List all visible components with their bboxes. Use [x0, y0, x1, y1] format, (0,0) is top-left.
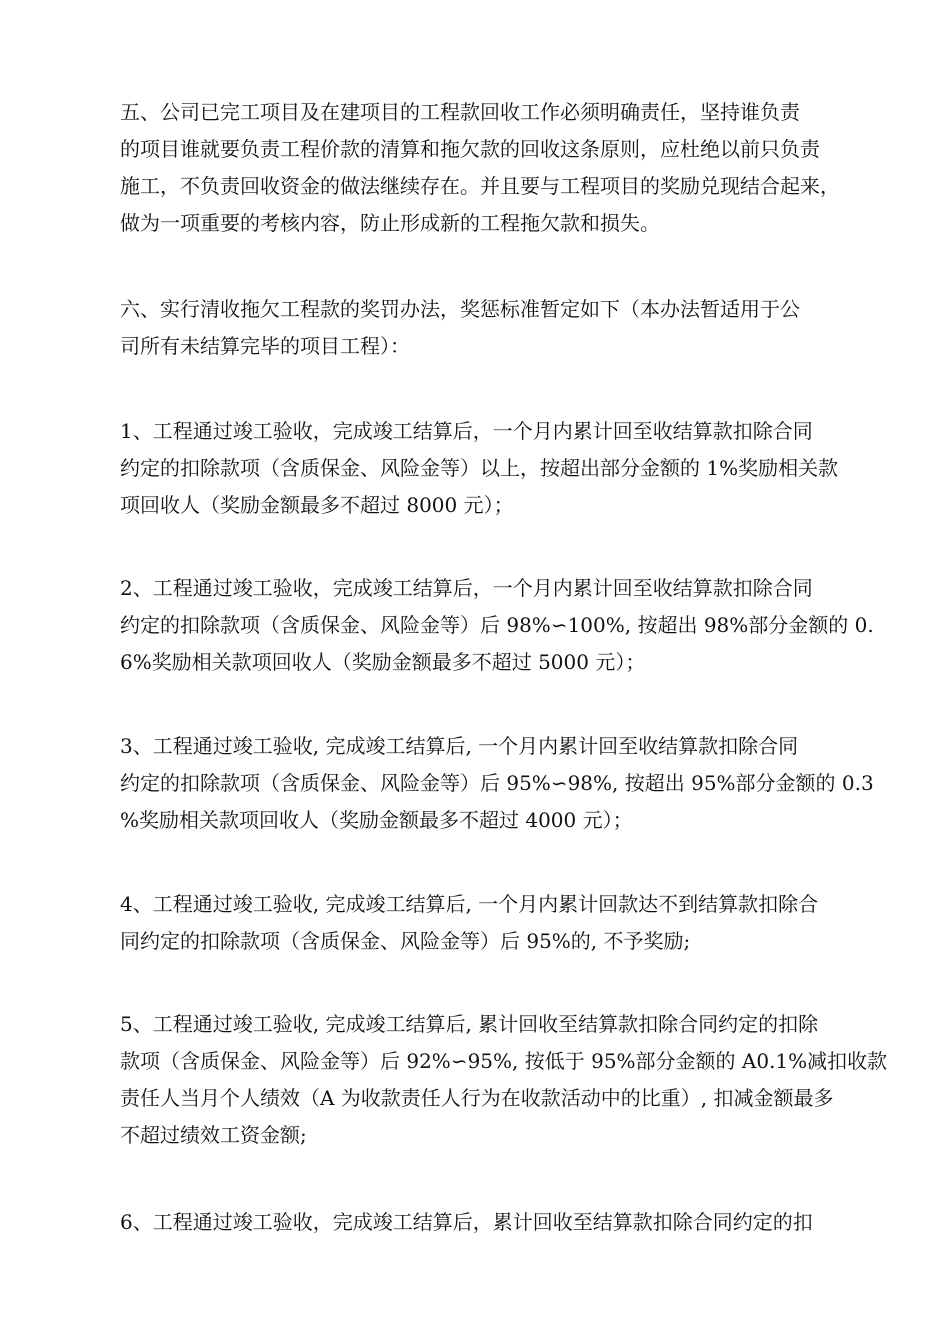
text-line: %奖励相关款项回收人（奖励金额最多不超过 4000 元）； — [120, 808, 633, 832]
text-line: 施工，不负责回收资金的做法继续存在。并且要与工程项目的奖励兑现结合起来， — [120, 174, 840, 198]
text-line: 5、工程通过竣工验收, 完成竣工结算后, 累计回收至结算款扣除合同约定的扣除 — [120, 1012, 819, 1036]
text-line: 款项（含质保金、风险金等）后 92%∽95%, 按低于 95%部分金额的 A0.1%减扣收款 — [120, 1049, 888, 1073]
paragraph-5-responsibility — [120, 94, 840, 242]
text-line: 约定的扣除款项（含质保金、风险金等）后 95%∽98%, 按超出 95%部分金额的 0.3 — [120, 771, 874, 795]
text-line: 责任人当月个人绩效（A 为收款责任人行为在收款活动中的比重）, 扣减金额最多 — [120, 1086, 834, 1110]
paragraph-6-reward-policy — [120, 291, 840, 365]
text-line: 的项目谁就要负责工程价款的清算和拖欠款的回收这条原则，应杜绝以前只负责 — [120, 137, 820, 161]
text-line: 不超过绩效工资金额; — [120, 1123, 307, 1147]
text-line: 司所有未结算完毕的项目工程）： — [120, 334, 410, 358]
text-line: 约定的扣除款项（含质保金、风险金等）后 98%∽100%, 按超出 98%部分金额的 0. — [120, 613, 874, 637]
text-line: 做为一项重要的考核内容，防止形成新的工程拖欠款和损失。 — [120, 211, 660, 235]
clause-2 — [120, 570, 874, 681]
clause-6 — [120, 1204, 840, 1241]
text-line: 五、公司已完工项目及在建项目的工程款回收工作必须明确责任，坚持谁负责 — [120, 100, 800, 124]
text-line: 1、工程通过竣工验收，完成竣工结算后，一个月内累计回至收结算款扣除合同 — [120, 419, 813, 443]
text-line: 6%奖励相关款项回收人（奖励金额最多不超过 5000 元）； — [120, 650, 646, 674]
clause-3 — [120, 728, 874, 839]
clause-5 — [120, 1006, 888, 1154]
text-line: 六、实行清收拖欠工程款的奖罚办法，奖惩标准暂定如下（本办法暂适用于公 — [120, 297, 800, 321]
text-line: 2、工程通过竣工验收，完成竣工结算后，一个月内累计回至收结算款扣除合同 — [120, 576, 813, 600]
text-line: 项回收人（奖励金额最多不超过 8000 元）； — [120, 493, 514, 517]
text-line: 6、工程通过竣工验收，完成竣工结算后，累计回收至结算款扣除合同约定的扣 — [120, 1210, 813, 1234]
text-line: 3、工程通过竣工验收, 完成竣工结算后, 一个月内累计回至收结算款扣除合同 — [120, 734, 799, 758]
text-line: 4、工程通过竣工验收, 完成竣工结算后, 一个月内累计回款达不到结算款扣除合 — [120, 892, 819, 916]
text-line: 约定的扣除款项（含质保金、风险金等）以上，按超出部分金额的 1%奖励相关款 — [120, 456, 839, 480]
text-line: 同约定的扣除款项（含质保金、风险金等）后 95%的, 不予奖励; — [120, 929, 691, 953]
clause-1 — [120, 413, 840, 524]
clause-4 — [120, 886, 840, 960]
